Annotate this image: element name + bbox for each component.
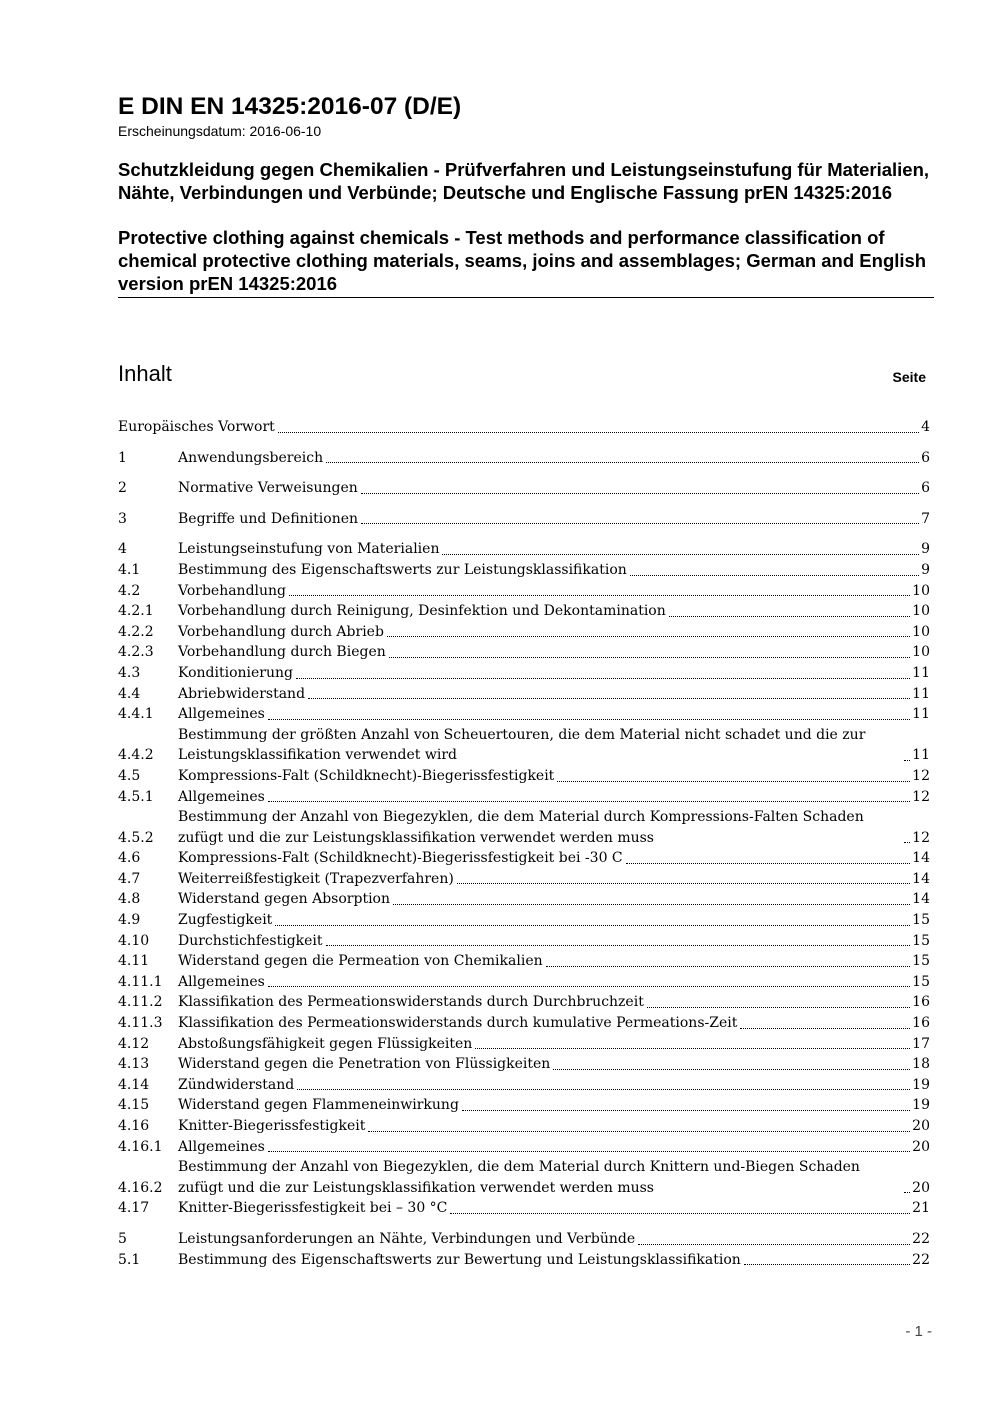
toc-entry-number: 1 [118, 449, 127, 466]
toc-entry-label: Zündwiderstand [178, 1076, 295, 1093]
toc-title: Inhalt [118, 361, 172, 386]
toc-entry-number: 4.16 [118, 1118, 150, 1134]
toc-dot-leader [268, 719, 910, 720]
toc-entry-label: Konditionierung [178, 664, 293, 681]
toc-dot-leader [368, 1131, 910, 1132]
toc-dot-leader [361, 493, 919, 494]
toc-entry[interactable] [118, 1013, 930, 1034]
toc-dot-leader [326, 945, 911, 946]
toc-entry-page: 11 [912, 664, 930, 681]
toc-entry-label: Vorbehandlung durch Reinigung, Desinfektion und Dekontamination [178, 603, 666, 620]
toc-entry-number: 4.16.1 [118, 1138, 163, 1155]
toc-entry-body [178, 787, 930, 808]
toc-entry-label: Europäisches Vorwort [118, 419, 275, 435]
toc-entry-page: 4 [921, 419, 930, 435]
toc-dot-leader [387, 636, 910, 637]
toc-entry-number: 4.4.2 [118, 747, 154, 764]
toc-entry[interactable] [118, 601, 930, 622]
toc-dot-leader [326, 462, 919, 463]
toc-entry[interactable] [118, 766, 930, 787]
toc-entry-page: 10 [912, 603, 930, 620]
toc-entry-page: 11 [912, 685, 930, 702]
toc-entry-body [178, 478, 930, 499]
toc-dot-leader [462, 1110, 910, 1111]
toc-dot-leader [744, 1264, 910, 1265]
toc-entry-number: 4.12 [118, 1035, 150, 1052]
toc-entry-page: 14 [912, 850, 930, 867]
toc-entry-label: Bestimmung der Anzahl von Biegezyklen, die dem Material durch Knittern und-Biegen Schaden zufügt und die zur Leistungsklassifikation verwendet werden muss [178, 1159, 860, 1196]
toc-entry-page: 20 [912, 1138, 930, 1155]
toc-entry[interactable] [118, 1229, 930, 1250]
toc-entry[interactable] [118, 684, 930, 705]
toc-entry-body [178, 1013, 930, 1034]
toc-entry-page: 12 [912, 767, 930, 784]
toc-entry-page: 12 [912, 788, 930, 805]
toc-entry[interactable] [118, 1137, 930, 1158]
toc-entry-number: 4.10 [118, 932, 150, 949]
toc-dot-leader [638, 1244, 910, 1245]
toc-entry-body [178, 560, 930, 581]
toc-entry-body [178, 807, 930, 848]
toc-entry[interactable] [118, 910, 930, 931]
toc-dot-leader [361, 523, 919, 524]
toc-entry-body [178, 622, 930, 643]
toc-entry-number: 4.15 [118, 1097, 150, 1114]
toc-entry-label: Bestimmung der größten Anzahl von Scheuertouren, die dem Material nicht schadet und die zur Leistungsklassifikation verwendet wird [178, 726, 866, 764]
toc-entry-body [178, 1095, 930, 1116]
toc-entry-number: 4.6 [118, 850, 141, 867]
toc-entry-page: 15 [912, 953, 930, 970]
toc-entry-page: 7 [921, 510, 930, 527]
toc-entry-body [178, 1137, 930, 1158]
toc-entry-body [178, 1034, 930, 1055]
document-id: E DIN EN 14325:2016-07 (D/E) [118, 93, 462, 120]
toc-dot-leader [275, 925, 910, 926]
toc-dot-leader [268, 1151, 910, 1152]
toc-entry-number: 4.11 [118, 953, 150, 970]
toc-entry-label: Abstoßungsfähigkeit gegen Flüssigkeiten [178, 1035, 473, 1052]
toc-entry-page: 15 [912, 912, 930, 929]
toc-entry-body [178, 766, 930, 787]
toc-entry-label: Vorbehandlung durch Biegen [178, 644, 386, 661]
toc-entry-page: 14 [912, 870, 930, 887]
toc-entry-page: 16 [912, 1015, 930, 1032]
toc-entry-number: 4.7 [118, 870, 141, 887]
toc-entry-page: 17 [912, 1035, 930, 1052]
toc-entry-label: Widerstand gegen die Penetration von Flüssigkeiten [178, 1056, 551, 1073]
toc-entry-number: 4.2.1 [118, 603, 154, 620]
table-of-contents [118, 417, 930, 1270]
toc-entry-label: Weiterreißfestigkeit (Trapezverfahren) [178, 870, 454, 887]
toc-entry-body [178, 1157, 930, 1198]
toc-dot-leader [457, 883, 910, 884]
toc-entry[interactable] [118, 889, 930, 910]
toc-dot-leader [297, 1089, 910, 1090]
toc-entry-page: 18 [912, 1056, 930, 1073]
toc-entry[interactable] [118, 509, 930, 530]
toc-entry-label: Allgemeines [178, 706, 265, 723]
toc-entry-body [178, 910, 930, 931]
toc-entry[interactable] [118, 992, 930, 1013]
toc-entry-body [178, 663, 930, 684]
toc-dot-leader [268, 801, 910, 802]
toc-entry-body [178, 601, 930, 622]
toc-entry[interactable] [118, 560, 930, 581]
toc-entry-number: 5 [118, 1230, 127, 1247]
toc-entry-number: 4.11.1 [118, 973, 163, 990]
toc-entry[interactable] [118, 1095, 930, 1116]
toc-entry-page: 22 [912, 1251, 930, 1268]
toc-entry[interactable] [118, 642, 930, 663]
toc-entry-label: Knitter-Biegerissfestigkeit bei – 30 °C [178, 1200, 448, 1217]
toc-entry-body [178, 704, 930, 725]
toc-entry-label: Kompressions-Falt (Schildknecht)-Biegerissfestigkeit bei -30 C [178, 850, 623, 867]
toc-entry-page: 21 [912, 1200, 930, 1217]
toc-entry-number: 4.5.2 [118, 829, 154, 846]
toc-dot-leader [669, 616, 910, 617]
toc-entry[interactable] [118, 581, 930, 602]
toc-entry-label: Klassifikation des Permeationswiderstands durch Durchbruchzeit [178, 994, 644, 1011]
toc-entry-label: Abriebwiderstand [178, 685, 306, 702]
toc-entry[interactable] [118, 704, 930, 725]
toc-dot-leader [268, 986, 910, 987]
toc-entry-page: 20 [912, 1118, 930, 1134]
toc-entry-page: 9 [921, 561, 930, 578]
toc-entry-body [178, 1250, 930, 1271]
toc-entry-label: Vorbehandlung durch Abrieb [178, 623, 384, 640]
toc-entry-page: 9 [921, 541, 930, 558]
toc-entry-page: 15 [912, 973, 930, 990]
toc-entry-label: Anwendungsbereich [178, 449, 324, 466]
toc-entry-number: 4.4 [118, 685, 141, 702]
title-german: Schutzkleidung gegen Chemikalien - Prüfverfahren und Leistungseinstufung für Materialien, Nähte, Verbindungen und Verbünde; Deutsche und Englische Fassung prEN 14325:2016 [118, 159, 930, 203]
toc-entry-body [178, 1116, 930, 1137]
toc-entry[interactable] [118, 1250, 930, 1271]
toc-entry[interactable] [118, 448, 930, 469]
title-english: Protective clothing against chemicals - Test methods and performance classification of chemical protective clothing materials, seams, joins and assemblages; German and English version prEN 14325:2016 [118, 226, 934, 298]
toc-entry-body [178, 1075, 930, 1096]
toc-entry-label: Bestimmung des Eigenschaftswerts zur Bewertung und Leistungsklassifikation [178, 1251, 741, 1268]
toc-entry-number: 3 [118, 510, 127, 527]
toc-entry[interactable] [118, 1198, 930, 1219]
toc-dot-leader [442, 554, 919, 555]
toc-entry-number: 4.11.2 [118, 994, 163, 1011]
toc-entry-number: 4.11.3 [118, 1015, 163, 1032]
toc-entry-number: 4.13 [118, 1056, 150, 1073]
toc-entry[interactable] [118, 848, 930, 869]
toc-entry-number: 2 [118, 480, 127, 497]
toc-entry-number: 4.16.2 [118, 1179, 163, 1196]
toc-entry[interactable] [118, 725, 930, 766]
toc-entry-number: 4.9 [118, 912, 141, 929]
toc-entry-number: 4.1 [118, 561, 141, 578]
toc-entry-label: Kompressions-Falt (Schildknecht)-Biegerissfestigkeit [178, 767, 555, 784]
toc-entry-number: 4 [118, 541, 127, 558]
toc-dot-leader [289, 595, 910, 596]
toc-entry-number: 4.5.1 [118, 788, 154, 805]
toc-entry-label: Leistungsanforderungen an Nähte, Verbindungen und Verbünde [178, 1230, 636, 1247]
toc-entry-page: 19 [912, 1097, 930, 1114]
page-number: - 1 - [905, 1323, 932, 1340]
toc-entry-page: 6 [921, 480, 930, 497]
toc-dot-leader [647, 1007, 910, 1008]
toc-entry-number: 4.2.3 [118, 644, 154, 661]
toc-entry-body [178, 951, 930, 972]
toc-entry[interactable] [118, 787, 930, 808]
toc-entry-label: Bestimmung der Anzahl von Biegezyklen, die dem Material durch Kompressions-Falten Schaden zufügt und die zur Leistungsklassifikation verwendet werden muss [178, 809, 864, 846]
toc-entry-body [178, 581, 930, 602]
toc-entry-body [178, 972, 930, 993]
toc-entry[interactable] [118, 1157, 930, 1198]
toc-entry[interactable] [118, 972, 930, 993]
toc-entry-page: 15 [912, 932, 930, 949]
toc-dot-leader [278, 432, 919, 433]
toc-entry-body [178, 642, 930, 663]
toc-entry-page: 10 [912, 644, 930, 661]
toc-entry-body [178, 1229, 930, 1250]
toc-entry-label: Allgemeines [178, 1138, 265, 1155]
toc-entry-body [178, 869, 930, 890]
toc-dot-leader [904, 1192, 910, 1193]
toc-entry-number: 4.8 [118, 891, 141, 908]
toc-dot-leader [546, 966, 911, 967]
toc-entry-body [178, 1198, 930, 1219]
toc-entry-body [178, 992, 930, 1013]
toc-entry-page: 11 [912, 706, 930, 723]
toc-entry[interactable] [118, 1054, 930, 1075]
toc-entry-page: 10 [912, 582, 930, 599]
toc-entry[interactable] [118, 417, 930, 438]
toc-entry[interactable] [118, 1116, 930, 1137]
toc-dot-leader [904, 842, 910, 843]
toc-entry[interactable] [118, 869, 930, 890]
toc-entry-label: Leistungseinstufung von Materialien [178, 541, 440, 558]
toc-entry[interactable] [118, 1034, 930, 1055]
toc-entry-page: 16 [912, 994, 930, 1011]
toc-heading [118, 360, 926, 390]
toc-dot-leader [626, 863, 911, 864]
toc-dot-leader [393, 904, 910, 905]
toc-entry-page: 12 [912, 829, 930, 846]
toc-entry-body [178, 848, 930, 869]
toc-entry-label: Bestimmung des Eigenschaftswerts zur Leistungsklassifikation [178, 561, 627, 578]
toc-entry-number: 4.4.1 [118, 706, 154, 723]
toc-entry-label: Widerstand gegen Flammeneinwirkung [178, 1097, 459, 1114]
toc-dot-leader [450, 1213, 910, 1214]
toc-dot-leader [553, 1069, 910, 1070]
toc-entry-page: 11 [912, 747, 930, 764]
toc-entry-page: 6 [921, 449, 930, 466]
toc-entry-body [178, 539, 930, 560]
toc-entry-label: Allgemeines [178, 973, 265, 990]
toc-dot-leader [630, 575, 919, 576]
toc-entry[interactable] [118, 931, 930, 952]
toc-entry-label: Durchstichfestigkeit [178, 932, 323, 949]
toc-entry-number: 4.17 [118, 1200, 150, 1217]
toc-entry-body [178, 1054, 930, 1075]
toc-entry-page: 19 [912, 1076, 930, 1093]
toc-dot-leader [475, 1048, 910, 1049]
toc-entry-label: Begriffe und Definitionen [178, 510, 359, 527]
toc-entry-body [178, 931, 930, 952]
toc-entry-body [178, 684, 930, 705]
toc-entry-label: Widerstand gegen Absorption [178, 891, 390, 908]
toc-entry-body [178, 725, 930, 766]
toc-dot-leader [740, 1028, 910, 1029]
toc-entry[interactable] [118, 807, 930, 848]
toc-entry-label: Knitter-Biegerissfestigkeit [178, 1118, 366, 1134]
toc-entry-label: Widerstand gegen die Permeation von Chemikalien [178, 953, 543, 970]
toc-entry[interactable] [118, 539, 930, 560]
toc-entry-number: 4.5 [118, 767, 141, 784]
toc-entry-body [178, 889, 930, 910]
toc-dot-leader [904, 760, 910, 761]
toc-entry[interactable] [118, 663, 930, 684]
toc-entry-label: Vorbehandlung [178, 582, 287, 599]
toc-entry-page: 22 [912, 1230, 930, 1247]
toc-entry[interactable] [118, 622, 930, 643]
document-header [118, 92, 934, 298]
toc-entry-body [178, 509, 930, 530]
toc-entry-page: 20 [912, 1179, 930, 1196]
toc-entry-body [118, 417, 930, 438]
toc-entry-label: Allgemeines [178, 788, 265, 805]
toc-entry-number: 4.2 [118, 582, 141, 599]
toc-entry-number: 4.2.2 [118, 623, 154, 640]
publication-date: Erscheinungsdatum: 2016-06-10 [118, 123, 322, 139]
toc-entry-label: Klassifikation des Permeationswiderstands durch kumulative Permeations-Zeit [178, 1015, 738, 1032]
toc-entry[interactable] [118, 951, 930, 972]
toc-entry-label: Normative Verweisungen [178, 480, 358, 497]
toc-entry-number: 4.14 [118, 1076, 150, 1093]
toc-entry[interactable] [118, 478, 930, 499]
toc-entry[interactable] [118, 1075, 930, 1096]
toc-entry-page: 14 [912, 891, 930, 908]
toc-entry-number: 4.3 [118, 664, 141, 681]
toc-dot-leader [557, 781, 910, 782]
toc-entry-body [178, 448, 930, 469]
toc-entry-label: Zugfestigkeit [178, 912, 273, 929]
toc-page-label: Seite [892, 369, 926, 385]
toc-dot-leader [296, 678, 910, 679]
toc-dot-leader [308, 698, 910, 699]
toc-entry-number: 5.1 [118, 1251, 141, 1268]
toc-entry-page: 10 [912, 623, 930, 640]
toc-dot-leader [389, 657, 910, 658]
